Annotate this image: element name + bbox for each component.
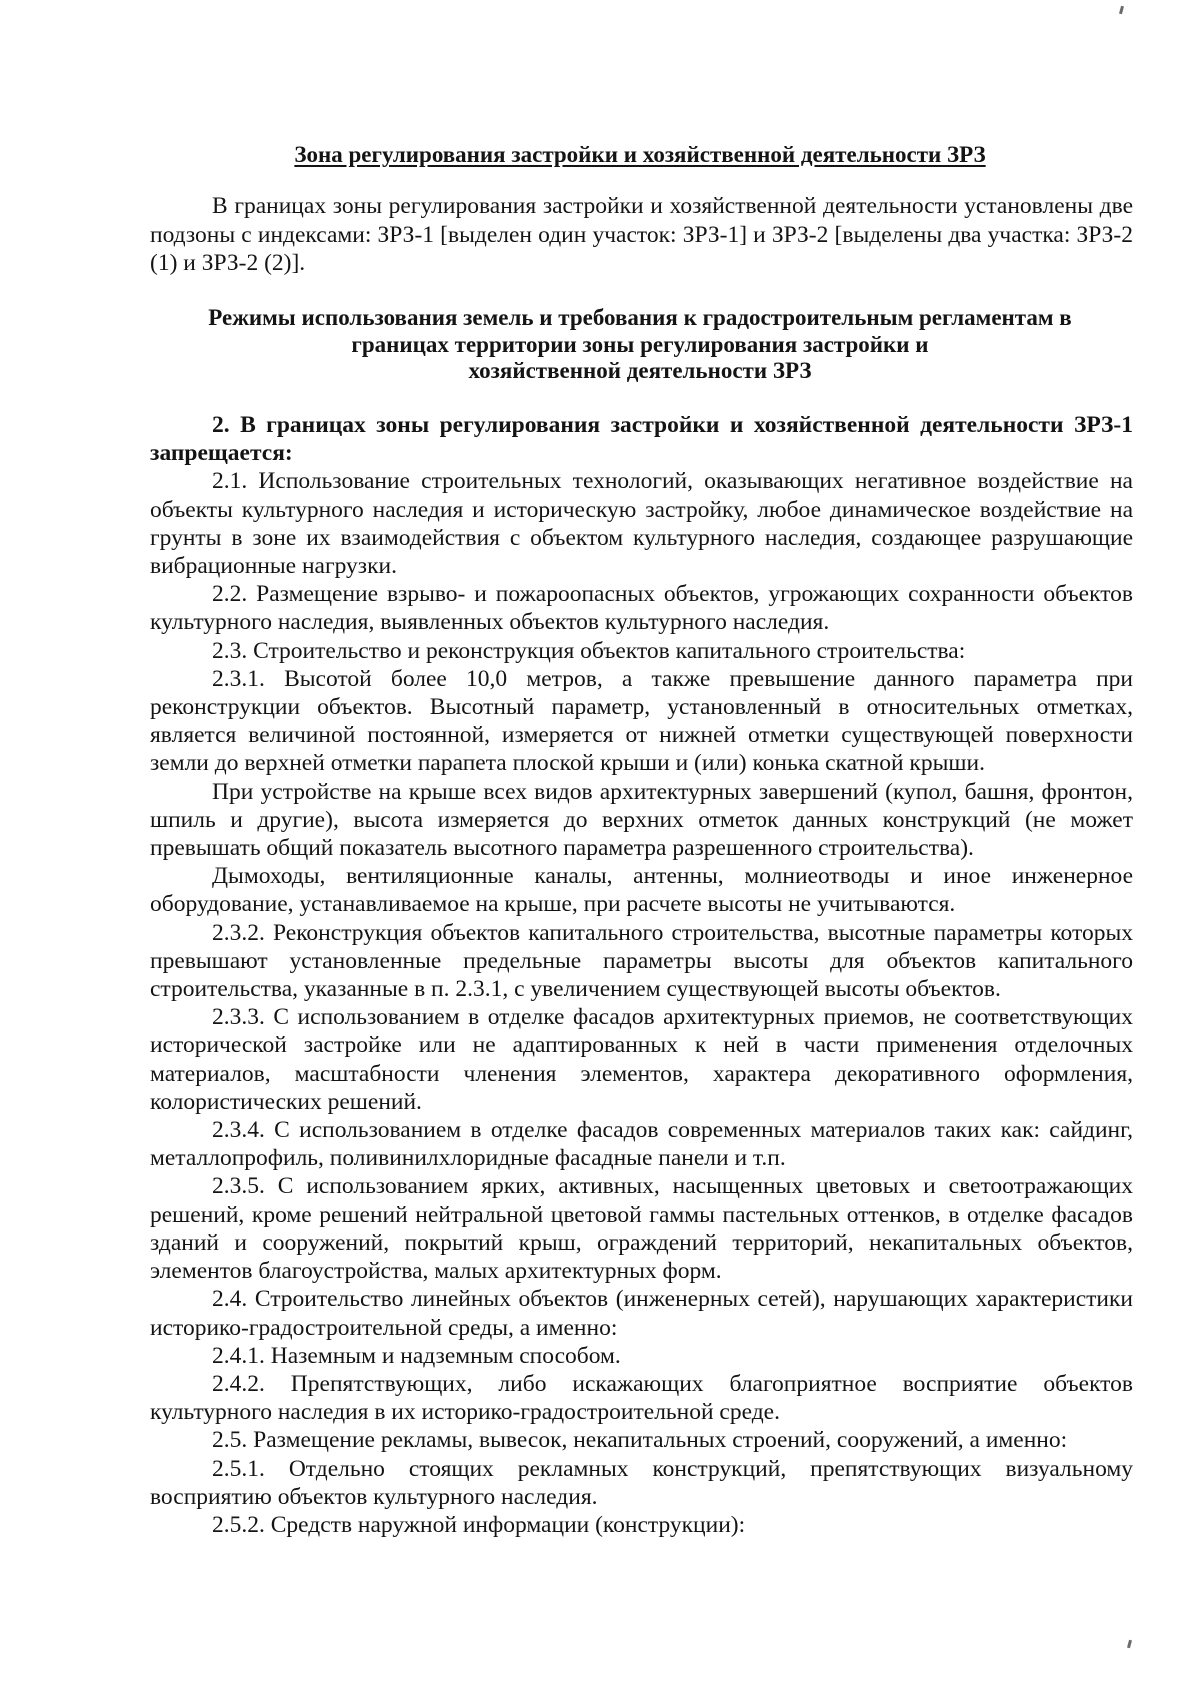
scan-speck [1127,1640,1132,1649]
document-title: Зона регулирования застройки и хозяйственной деятельности ЗРЗ [294,142,986,167]
clause-2-3-3: 2.3.3. С использованием в отделке фасадов архитектурных приемов, не соответствующих исторической застройке или не адаптированных к ней в части применения отделочных материалов, масштабности членения элементов, характера декоративного оформления, колористических решений. [150,1004,1133,1115]
clause-2-3-4: 2.3.4. С использованием в отделке фасадов современных материалов таких как: сайдинг, металлопрофиль, поливинилхлоридные фасадные панели и т.п. [150,1117,1133,1172]
clause-2-3: 2.3. Строительство и реконструкция объектов капитального строительства: [212,637,966,664]
clause-2-4: 2.4. Строительство линейных объектов (инженерных сетей), нарушающих характеристики историко-градостроительной среды, а именно: [150,1286,1133,1341]
clause-2-4-2: 2.4.2. Препятствующих, либо искажающих благоприятное восприятие объектов культурного наследия в их историко-градостроительной среде. [150,1370,1133,1426]
clause-2-2: 2.2. Размещение взрыво- и пожароопасных объектов, угрожающих сохранности объектов культурного наследия, выявленных объектов культурного наследия. [150,581,1133,636]
subtitle-line: хозяйственной деятельности ЗРЗ [468,358,812,383]
scan-speck [1119,6,1124,15]
section-subtitle [150,305,1130,385]
clause-2-4-1: 2.4.1. Наземным и надземным способом. [212,1342,621,1369]
subtitle-line: Режимы использования земель и требования к градостроительным регламентам в [208,305,1072,330]
clause-2-3-1: 2.3.1. Высотой более 10,0 метров, а также превышение данного параметра при реконструкции объектов. Высотный параметр, установленный в относительных отметках, является величиной постоянной, измеряется от нижней отметки существующей поверхности земли до верхней отметки парапета плоской крыши и (или) конька скатной крыши. [150,665,1133,777]
clause-2-3-1-note: При устройстве на крыше всех видов архитектурных завершений (купол, башня, фронтон, шпиль и другие), высота измеряется до верхних отметок данных конструкций (не может превышать общий показатель высотного параметра разрешенного строительства). [150,778,1133,862]
clause-2-5-2: 2.5.2. Средств наружной информации (конструкции): [212,1511,746,1538]
intro-paragraph: В границах зоны регулирования застройки и хозяйственной деятельности установлены две подзоны с индексами: ЗРЗ-1 [выделен один участок: ЗРЗ-1] и ЗРЗ-2 [выделены два участка: ЗРЗ-2 (1) и ЗРЗ-2 (2)]. [150,193,1133,276]
clause-heading: 2. В границах зоны регулирования застройки и хозяйственной деятельности ЗРЗ-1 запрещается: [150,412,1133,467]
clause-2-5: 2.5. Размещение рекламы, вывесок, некапитальных строений, сооружений, а именно: [212,1427,1068,1454]
clause-2-1: 2.1. Использование строительных технологий, оказывающих негативное воздействие на объекты культурного наследия и историческую застройку, любое динамическое воздействие на грунты в зоне их взаимодействия с объектом культурного наследия, создающее разрушающие вибрационные нагрузки. [150,468,1133,580]
clause-2-3-5: 2.3.5. С использованием ярких, активных, насыщенных цветовых и светоотражающих решений, кроме решений нейтральной цветовой гаммы пастельных оттенков, в отделке фасадов зданий и сооружений, покрытий крыш, ограждений территорий, некапитальных объектов, элементов благоустройства, малых архитектурных форм. [150,1173,1133,1285]
clause-2-5-1: 2.5.1. Отдельно стоящих рекламных конструкций, препятствующих визуальному восприятию объектов культурного наследия. [150,1455,1133,1510]
subtitle-line: границах территории зоны регулирования застройки и [351,331,929,357]
clause-2-3-1-exception: Дымоходы, вентиляционные каналы, антенны, молниеотводы и иное инженерное оборудование, устанавливаемое на крыше, при расчете высоты не учитываются. [150,863,1133,918]
clause-2-3-2: 2.3.2. Реконструкция объектов капитального строительства, высотные параметры которых превышают установленные предельные параметры высоты для объектов капитального строительства, указанные в п. 2.3.1, с увеличением существующей высоты объектов. [150,919,1133,1003]
document-body [150,411,1133,1539]
